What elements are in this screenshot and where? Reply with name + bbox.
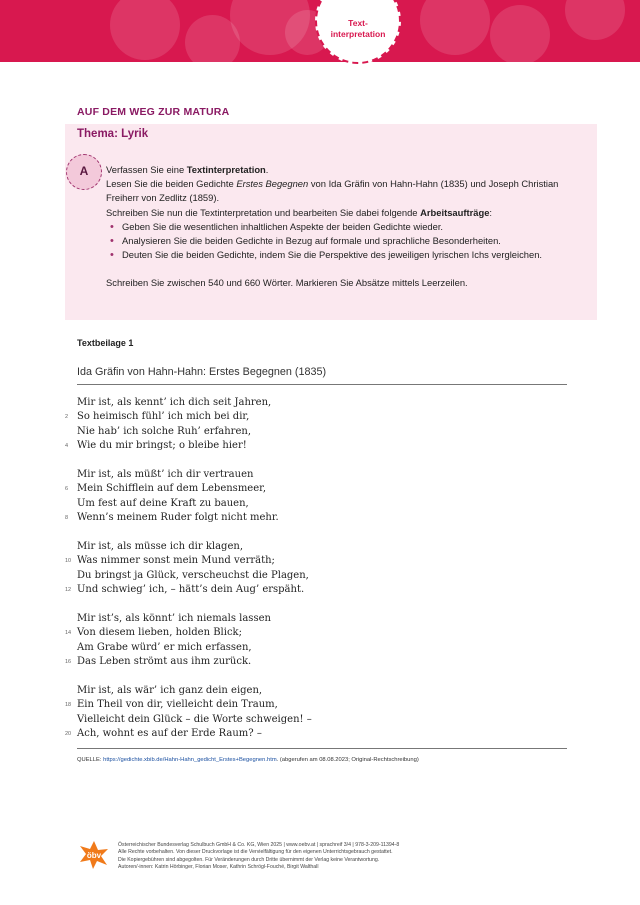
poem-line [65, 439, 312, 453]
source-note: . (abgerufen am 08.08.2023; Original-Rechtschreibung) [276, 757, 419, 763]
poem-line-text: Ach, wohnt es auf der Erde Raum? – [77, 727, 262, 739]
text-span: . [265, 164, 269, 175]
poem-line [77, 468, 312, 482]
line-number: 10 [65, 558, 72, 565]
source-label: QUELLE: [77, 757, 104, 763]
line-number: 18 [65, 702, 72, 709]
task-box [65, 124, 597, 320]
decor-bubble [110, 0, 180, 60]
poem-line-text: Am Grabe würd’ er mich erfassen, [77, 641, 252, 653]
line-number: 2 [65, 414, 69, 421]
task-bullet: • Geben Sie die wesentlichen inhaltlichen Aspekte der beiden Gedichte wieder. [122, 220, 586, 234]
poem-line-text: Wie du mir bringst; o bleibe hier! [77, 440, 247, 452]
poem-line [65, 482, 312, 496]
task-instructions [106, 206, 586, 220]
poem-line-text: Das Leben strömt aus ihm zurück. [77, 656, 252, 668]
poem-line [77, 641, 312, 655]
thema-heading: Thema: Lyrik [77, 128, 149, 140]
poem-line [65, 727, 312, 741]
publisher-logo [77, 840, 111, 870]
poem-line-text: Mir ist, als müsse ich dir klagen, [77, 540, 243, 552]
footer-line: Autoren/-innen: Katrin Hörbinger, Florian Moser, Kathrin Schrögl-Fouché, Birgit Walthall [118, 863, 319, 870]
task-bullet: • Deuten Sie die beiden Gedichte, indem Sie die Perspektive des jeweiligen lyrischen Ichs vergleichen. [122, 248, 586, 262]
poem-line [65, 655, 312, 669]
poem-line [77, 540, 312, 554]
task-marker: A [66, 154, 102, 190]
poem-line [77, 425, 312, 439]
poem-line-text: Mir ist’s, als könnt’ ich niemals lassen [77, 612, 271, 624]
poem-line-text: Du bringst ja Glück, verscheuchst die Plagen, [77, 569, 309, 581]
line-number: 4 [65, 443, 69, 450]
task-bullet: • Analysieren Sie die beiden Gedichte in Bezug auf formale und sprachliche Besonderheiten. [122, 234, 586, 248]
poem-line-text: Wenn’s meinem Ruder folgt nicht mehr. [77, 512, 279, 524]
text-italic: Erstes Begegnen [236, 178, 309, 190]
publisher-logo-text: öbv [86, 851, 102, 860]
text-span: von Ida Gräfin von Hahn-Hahn (1835) und Joseph Christian Freiherr von Zedlitz (1859). [106, 178, 559, 204]
divider [77, 384, 567, 385]
poem-line [65, 626, 312, 640]
line-number: 14 [65, 630, 72, 637]
text-span: : [489, 206, 493, 218]
poem-title: Ida Gräfin von Hahn-Hahn: Erstes Begegnen (1835) [77, 366, 327, 378]
source-line [77, 757, 419, 763]
section-title: AUF DEM WEG ZUR MATURA [77, 106, 230, 118]
poem-line-text: So heimisch fühl’ ich mich bei dir, [77, 411, 250, 423]
poem-line-text: Ein Theil von dir, vielleicht dein Traum, [77, 699, 278, 711]
text-span: Lesen Sie die beiden Gedichte [106, 178, 237, 190]
poem-text [65, 396, 312, 741]
line-number: 8 [65, 515, 69, 522]
line-number: 16 [65, 659, 72, 666]
poem-line [65, 410, 312, 424]
poem-line [77, 713, 312, 727]
poem-line-text: Mir ist, als müßt’ ich dir vertrauen [77, 468, 254, 480]
decor-bubble [490, 5, 550, 62]
source-link[interactable]: https://gedichte.xbib.de/Hahn-Hahn_gedicht_Erstes+Begegnen.htm [103, 757, 277, 763]
poem-line-text: Vielleicht dein Glück – die Worte schweigen! – [77, 713, 312, 725]
decor-bubble [565, 0, 625, 40]
poem-line [77, 569, 312, 583]
task-intro [106, 163, 586, 177]
poem-line-text: Um fest auf deine Kraft zu bauen, [77, 497, 249, 509]
footer-line: Die Kopiergebühren sind abgegolten. Für Veränderungen durch Dritte übernimmt der Verlag keine Verantwortung. [118, 856, 380, 863]
poem-line [77, 497, 312, 511]
task-closing: Schreiben Sie zwischen 540 und 660 Wörter. Markieren Sie Absätze mittels Leerzeilen. [106, 277, 468, 289]
decor-bubble [420, 0, 490, 55]
header-badge-label [315, 18, 401, 40]
divider [77, 748, 567, 749]
beilage-label: Textbeilage 1 [77, 338, 134, 348]
text-bold: Textinterpretation [186, 164, 266, 175]
task-text [106, 163, 586, 291]
poem-line [77, 612, 312, 626]
footer-text [118, 842, 399, 871]
line-number: 20 [65, 730, 72, 737]
badge-line: Text- [348, 18, 368, 28]
poem-line [65, 511, 312, 525]
footer-line: Alle Rechte vorbehalten. Von dieser Druckvorlage ist die Vervielfältigung für den eigenen Unterrichtsgebrauch gestattet. [118, 849, 393, 856]
poem-line [65, 554, 312, 568]
poem-line [77, 396, 312, 410]
poem-line-text: Nie hab’ ich solche Ruh’ erfahren, [77, 425, 251, 437]
text-span: Schreiben Sie nun die Textinterpretation und bearbeiten Sie dabei folgende [106, 206, 421, 218]
badge-line: interpretation [330, 29, 386, 39]
poem-line [77, 684, 312, 698]
line-number: 6 [65, 486, 69, 493]
poem-line-text: Von diesem lieben, holden Blick; [77, 627, 242, 639]
footer-line: Österreichischer Bundesverlag Schulbuch GmbH & Co. KG, Wien 2025 | www.oebv.at | sprachreif 3/4 | 978-3-209-11394-8 [118, 842, 400, 848]
line-number: 12 [65, 587, 72, 594]
poem-line-text: Mir ist, als kennt’ ich dich seit Jahren, [77, 397, 272, 408]
task-bullet-list [106, 220, 586, 263]
text-span: Verfassen Sie eine [106, 164, 187, 175]
poem-line-text: Was nimmer sonst mein Mund verräth; [77, 555, 275, 567]
task-reading [106, 177, 586, 205]
poem-line-text: Mir ist, als wär’ ich ganz dein eigen, [77, 684, 263, 696]
poem-line-text: Und schwieg’ ich, – hätt’s dein Aug’ erspäht. [77, 584, 305, 596]
poem-line [65, 698, 312, 712]
poem-line [65, 583, 312, 597]
text-bold: Arbeitsaufträge [420, 206, 490, 218]
poem-line-text: Mein Schifflein auf dem Lebensmeer, [77, 483, 266, 495]
